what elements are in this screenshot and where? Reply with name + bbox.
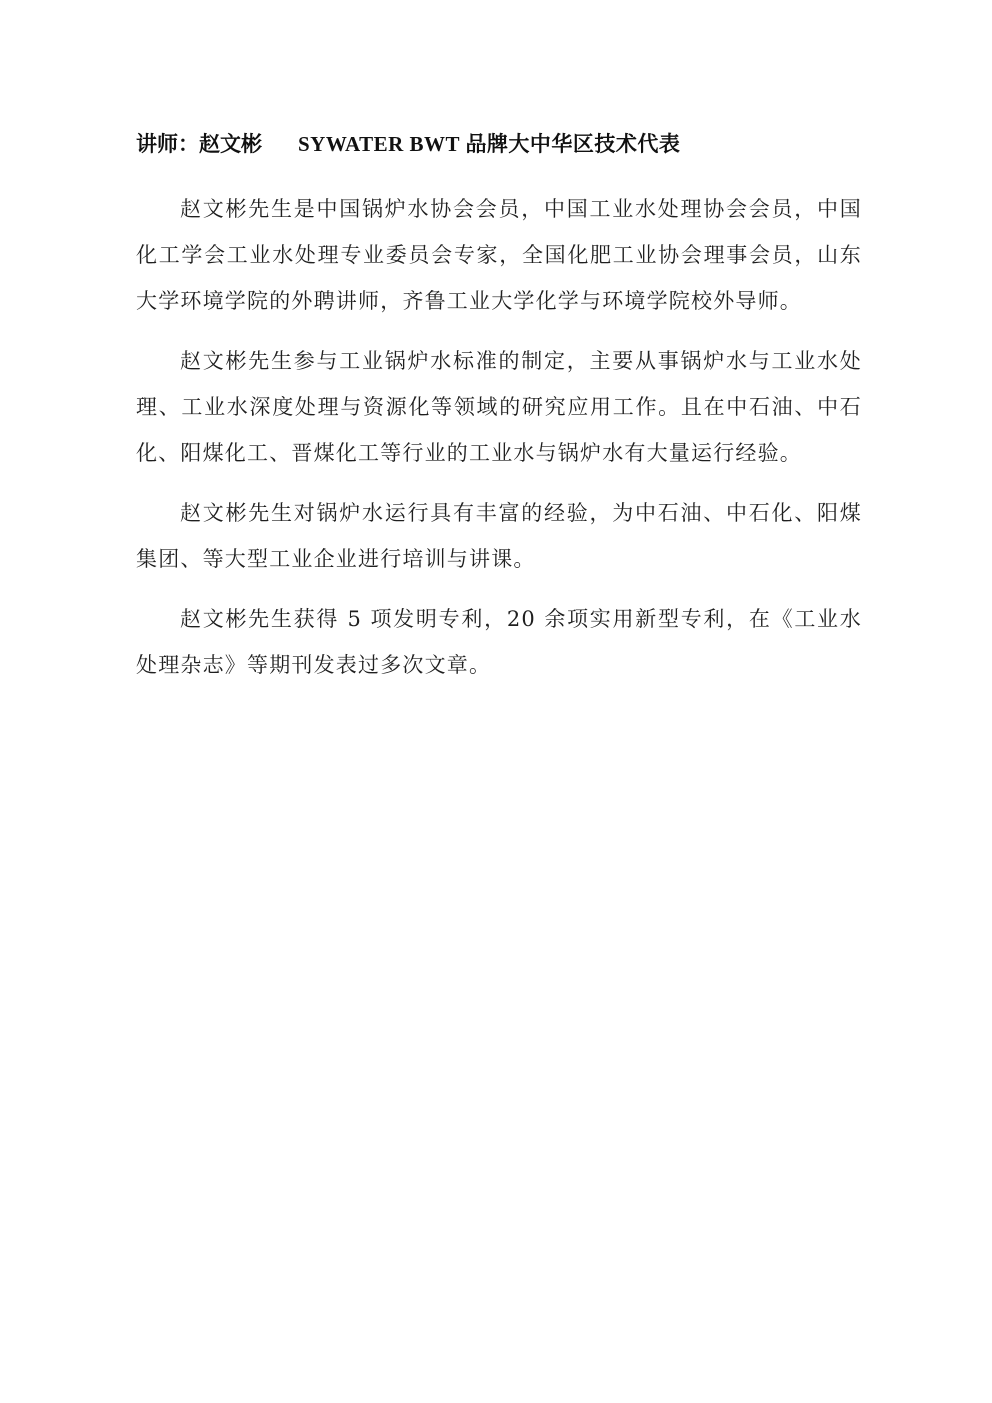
lecturer-name: 讲师：赵文彬 — [136, 131, 262, 156]
bio-paragraph-memberships: 赵文彬先生是中国锅炉水协会会员，中国工业水处理协会会员，中国化工学会工业水处理专业委员会专家，全国化肥工业协会理事会员，山东大学环境学院的外聘讲师，齐鲁工业大学化学与环境学院校外导师。 — [136, 197, 862, 313]
bio-paragraph-patents: 赵文彬先生获得 5 项发明专利，20 余项实用新型专利，在《工业水处理杂志》等期刊发表过多次文章。 — [136, 607, 862, 677]
lecturer-heading — [136, 126, 876, 162]
bio-paragraph-training: 赵文彬先生对锅炉水运行具有丰富的经验，为中石油、中石化、阳煤集团、等大型工业企业进行培训与讲课。 — [136, 501, 862, 571]
bio-paragraph-experience: 赵文彬先生参与工业锅炉水标准的制定，主要从事锅炉水与工业水处理、工业水深度处理与资源化等领域的研究应用工作。且在中石油、中石化、阳煤化工、晋煤化工等行业的工业水与锅炉水有大量运行经验。 — [136, 349, 862, 465]
lecturer-bio — [136, 186, 862, 702]
lecturer-title: SYWATER BWT 品牌大中华区技术代表 — [298, 132, 681, 156]
